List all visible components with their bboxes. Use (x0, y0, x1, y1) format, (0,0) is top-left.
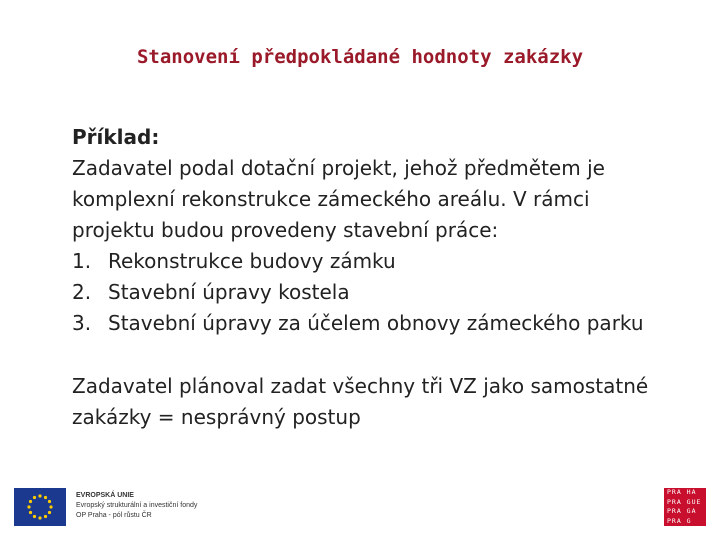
eu-fund-line: Evropský strukturální a investiční fondy (76, 502, 198, 509)
example-heading: Příklad: (72, 125, 160, 149)
slide-title: Stanovení předpokládané hodnoty zakázky (136, 46, 584, 68)
list-number: 1. (72, 249, 92, 273)
list-text: Stavební úpravy za účelem obnovy zámeckého parku (108, 311, 644, 335)
intro-text: Zadavatel podal dotační projekt, jehož předmětem je komplexní rekonstrukce zámeckého areálu. V rámci projektu budou provedeny stavební práce: (72, 156, 605, 242)
conclusion-text: Zadavatel plánoval zadat všechny tři VZ jako samostatné zakázky = nesprávný postup (72, 374, 649, 429)
eu-op-line: OP Praha - pól růstu ČR (76, 512, 152, 519)
list-text: Rekonstrukce budovy zámku (108, 249, 396, 273)
praha-logo (664, 488, 706, 526)
list-item (72, 246, 672, 277)
list-item (72, 277, 672, 308)
eu-flag-logo (14, 488, 66, 526)
praha-logo-line: PRA GA (667, 507, 697, 515)
praha-logo-line: PRA HA (667, 488, 697, 496)
eu-funding-text (76, 491, 197, 521)
list-number: 2. (72, 280, 92, 304)
praha-logo-line: PRA GUE (667, 497, 702, 506)
eu-stars-icon (14, 488, 66, 526)
slide-body (72, 122, 672, 433)
eu-title: EVROPSKÁ UNIE (76, 492, 134, 499)
praha-logo-line: PRA G (667, 516, 692, 525)
works-list (72, 246, 672, 339)
list-text: Stavební úpravy kostela (108, 280, 350, 304)
spacer (72, 339, 672, 371)
list-item (72, 308, 672, 339)
list-number: 3. (72, 311, 92, 335)
